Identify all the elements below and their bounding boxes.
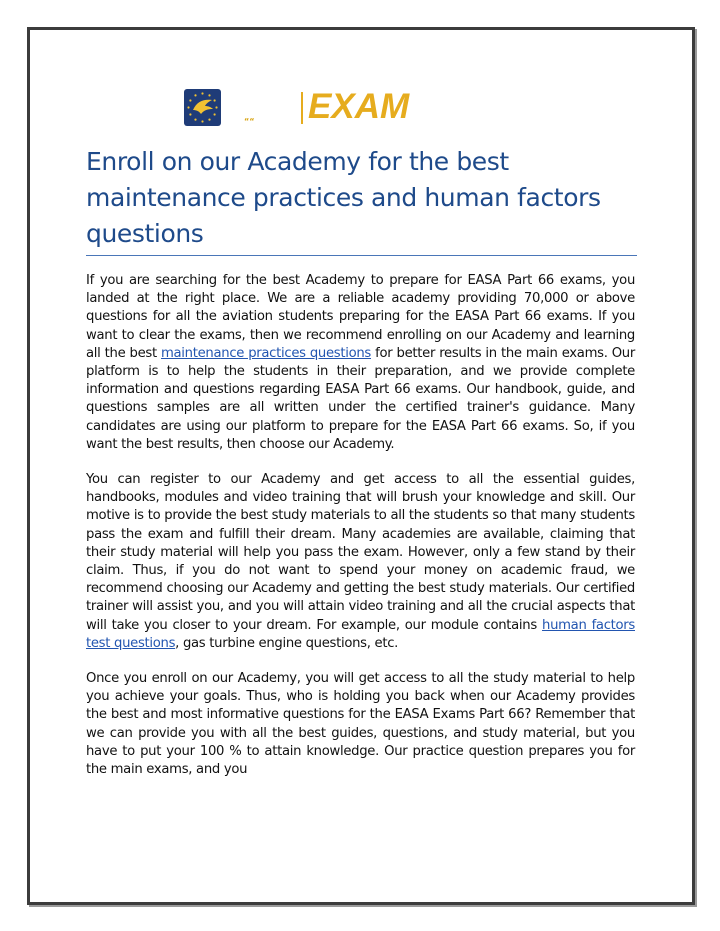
paragraph-text: You can register to our Academy and get access to all the essential guides, handbooks, modules and video training that will brush your knowledge and skill. Our motive is to provide the best study materials to all the students so that many students pass the exam and fulfill their dream. Many academies are available, claiming that their study material will help you pass the exam. However, only a few stand by their claim. Thus, if you do not want to spend your money on academic fraud, we recommend choosing our Academy and getting the best study materials. Our certified trainer will assist you, and you will attain video training and all the crucial aspects that will take you closer to your dream. For example, our module contains <box>86 472 635 633</box>
paragraph-intro <box>86 272 635 454</box>
paragraph-text: , gas turbine engine questions, etc. <box>175 635 399 651</box>
paragraph-text: If you are searching for the best Academy to prepare for EASA Part 66 exams, you landed at the right place. We are a reliable academy providing 70,000 or above questions for all the aviation students preparing for the EASA Part 66 exams. If you want to clear the exams, then we recommend enrolling on our Academy and learning all the best <box>86 273 635 361</box>
paragraph-text: for better results in the main exams. Our platform is to help the students in their preparation, and we provide complete information and questions regarding EASA Part 66 exams. Our handbook, guide, and questions samples are all written under the certified trainer's guidance. Many candidates are using our platform to prepare for the EASA Part 66 exams. So, if you want the best results, then choose our Academy. <box>86 345 635 452</box>
logo-caption: ““ <box>244 117 255 126</box>
human-factors-link[interactable]: human factors test questions <box>86 617 635 651</box>
title-divider <box>86 255 637 256</box>
paragraph-enroll: Once you enroll on our Academy, you will get access to all the study material to help you achieve your goals. Thus, who is holding you back when our Academy provides the best and most informative questions for the EASA Exams Part 66? Remember that we can provide you with all the best guides, questions, and study material, but you have to put your 100 % to attain knowledge. Our practice question prepares you for the main exams, and you <box>86 671 635 778</box>
article-body <box>86 272 635 796</box>
academy-logo[interactable] <box>184 89 429 131</box>
page-title: Enroll on our Academy for the best maintenance practices and human factors questions <box>86 147 601 248</box>
eagle-badge-icon <box>184 89 221 126</box>
maintenance-practices-link[interactable]: maintenance practices questions <box>160 345 371 361</box>
logo-wordmark: EXAM <box>308 87 410 126</box>
paragraph-register <box>86 471 635 653</box>
logo-divider <box>301 92 303 124</box>
